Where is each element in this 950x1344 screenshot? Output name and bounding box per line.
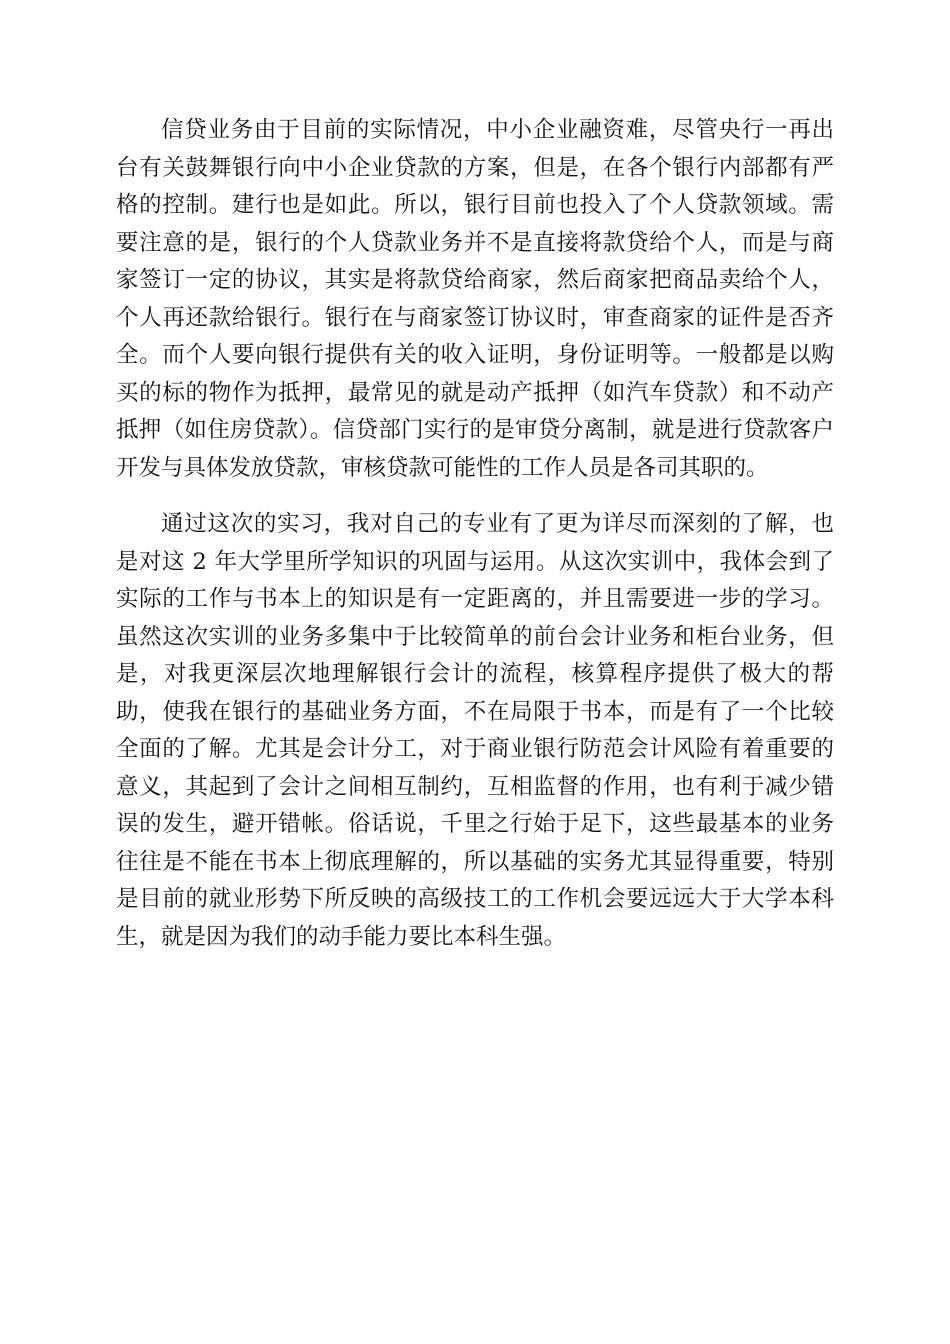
document-page [116,112,834,956]
paragraph-credit-business: 信贷业务由于目前的实际情况，中小企业融资难，尽管央行一再出台有关鼓舞银行向中小企业贷款的方案，但是，在各个银行内部都有严格的控制。建行也是如此。所以，银行目前也投入了个人贷款领域。需要注意的是，银行的个人贷款业务并不是直接将款贷给个人，而是与商家签订一定的协议，其实是将款贷给商家，然后商家把商品卖给个人，个人再还款给银行。银行在与商家签订协议时，审查商家的证件是否齐全。而个人要向银行提供有关的收入证明，身份证明等。一般都是以购买的标的物作为抵押，最常见的就是动产抵押（如汽车贷款）和不动产抵押（如住房贷款）。信贷部门实行的是审贷分离制，就是进行贷款客户开发与具体发放贷款，审核贷款可能性的工作人员是各司其职的。 [116,117,834,481]
paragraph-internship-summary: 通过这次的实习，我对自己的专业有了更为详尽而深刻的了解，也是对这 2 年大学里所学知识的巩固与运用。从这次实训中，我体会到了实际的工作与书本上的知识是有一定距离的，并且需要进一步的学习。虽然这次实训的业务多集中于比较简单的前台会计业务和柜台业务，但是，对我更深层次地理解银行会计的流程，核算程序提供了极大的帮助，使我在银行的基础业务方面，不在局限于书本，而是有了一个比较全面的了解。尤其是会计分工，对于商业银行防范会计风险有着重要的意义，其起到了会计之间相互制约，互相监督的作用，也有利于减少错误的发生，避开错帐。俗话说，千里之行始于足下，这些最基本的业务往往是不能在书本上彻底理解的，所以基础的实务尤其显得重要，特别是目前的就业形势下所反映的高级技工的工作机会要远远大于大学本科生，就是因为我们的动手能力要比本科生强。 [116,511,834,950]
